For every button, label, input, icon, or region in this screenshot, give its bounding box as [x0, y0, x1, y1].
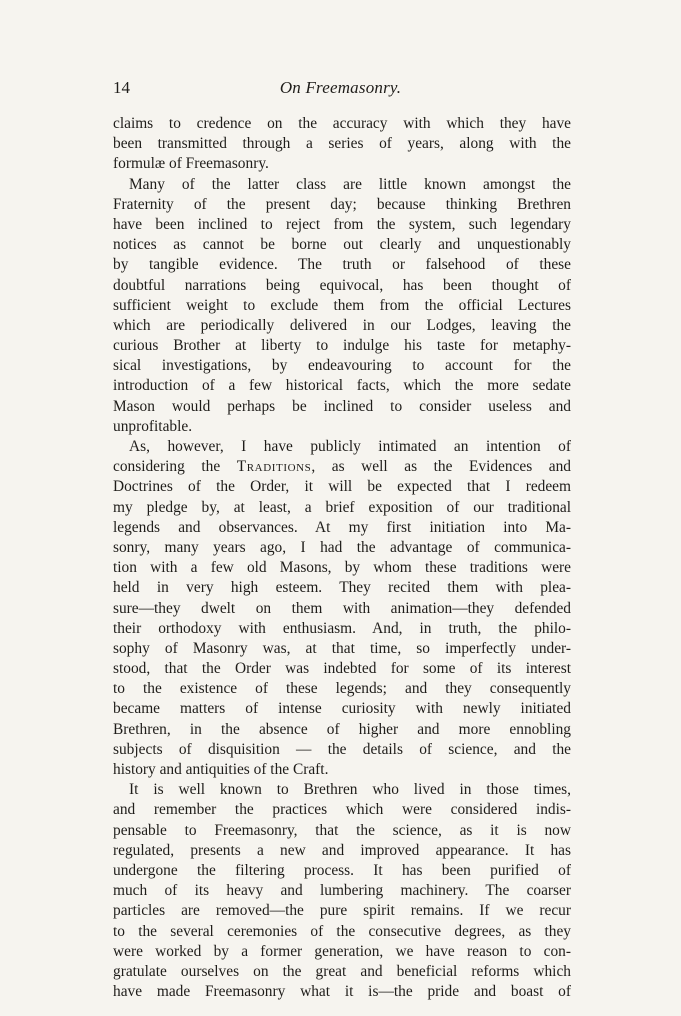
- text-line: sufficient weight to exclude them from the official Lectures: [113, 296, 571, 314]
- text-line: were worked by a former generation, we have reason to con-: [113, 942, 571, 960]
- text-line: sure—they dwelt on them with animation—they defended: [113, 599, 571, 617]
- text-line: legends and observances. At my first initiation into Ma-: [113, 518, 571, 536]
- text-line: held in very high esteem. They recited them with plea-: [113, 579, 571, 597]
- text-line: claims to credence on the accuracy with which they have: [113, 115, 571, 132]
- running-title: On Freemasonry.: [279, 78, 402, 97]
- text-line: been transmitted through a series of years, along with the: [113, 135, 571, 153]
- text-line: by tangible evidence. The truth or falsehood of these: [113, 256, 571, 274]
- text-line: It is well known to Brethren who lived in those times,: [129, 781, 571, 799]
- text-line: pensable to Freemasonry, that the science, as it is now: [113, 821, 571, 839]
- text-line: sophy of Masonry was, at that time, so imperfectly under-: [113, 639, 571, 657]
- text-line: tion with a few old Masons, by whom these traditions were: [113, 559, 571, 577]
- text-line: Doctrines of the Order, it will be expected that I redeem: [113, 478, 571, 496]
- text-line: Brethren, in the absence of higher and more ennobling: [113, 720, 571, 738]
- text-line: curious Brother at liberty to indulge his taste for metaphy-: [113, 337, 571, 355]
- text-line: As, however, I have publicly intimated an intention of: [129, 438, 571, 455]
- page-number: 14: [113, 78, 130, 97]
- text-line: which are periodically delivered in our Lodges, leaving the: [113, 316, 571, 334]
- text-line: became matters of intense curiosity with newly initiated: [113, 700, 571, 718]
- text-line: to the existence of these legends; and they consequently: [113, 680, 571, 698]
- text-line: their orthodoxy with enthusiasm. And, in truth, the philo-: [113, 619, 571, 637]
- text-line: sical investigations, by endeavouring to account for the: [113, 357, 571, 375]
- text-line: my pledge by, at least, a brief exposition of our traditional: [113, 498, 571, 516]
- page-header: [113, 78, 568, 102]
- text-line: and remember the practices which were considered indis-: [113, 801, 571, 819]
- text-line: undergone the filtering process. It has been purified of: [113, 861, 571, 879]
- text-line: have made Freemasonry what it is—the pride and boast of: [113, 983, 571, 1001]
- text-line: introduction of a few historical facts, which the more sedate: [113, 377, 571, 395]
- text-line: to the several ceremonies of the consecutive degrees, as they: [113, 922, 571, 940]
- text-fragment: , as well as the Evidences and: [311, 458, 571, 476]
- body-text: [113, 114, 571, 1002]
- text-line: notices as cannot be borne out clearly and unquestionably: [113, 236, 571, 254]
- text-line: particles are removed—the pure spirit remains. If we recur: [113, 902, 571, 920]
- text-line: Many of the latter class are little known amongst the: [129, 175, 571, 193]
- text-line-traditions: [113, 457, 571, 477]
- text-line: much of its heavy and lumbering machinery. The coarser: [113, 882, 571, 900]
- text-line: have been inclined to reject from the system, such legendary: [113, 215, 571, 233]
- text-line: stood, that the Order was indebted for some of its interest: [113, 660, 571, 678]
- text-fragment: considering the: [113, 458, 237, 476]
- text-line: history and antiquities of the Craft.: [113, 761, 329, 778]
- text-line: Mason would perhaps be inclined to consider useless and: [113, 397, 571, 415]
- text-line: unprofitable.: [113, 417, 193, 435]
- traditions-smallcaps: Traditions: [236, 458, 312, 476]
- text-line: subjects of disquisition — the details of science, and the: [113, 740, 571, 758]
- text-line: gratulate ourselves on the great and beneficial reforms which: [113, 962, 571, 980]
- text-line: doubtful narrations being equivocal, has been thought of: [113, 276, 571, 294]
- text-line: regulated, presents a new and improved appearance. It has: [113, 841, 571, 859]
- text-line: Fraternity of the present day; because thinking Brethren: [113, 195, 571, 213]
- text-line: sonry, many years ago, I had the advantage of communica-: [113, 538, 571, 556]
- text-line: formulæ of Freemasonry.: [113, 155, 269, 173]
